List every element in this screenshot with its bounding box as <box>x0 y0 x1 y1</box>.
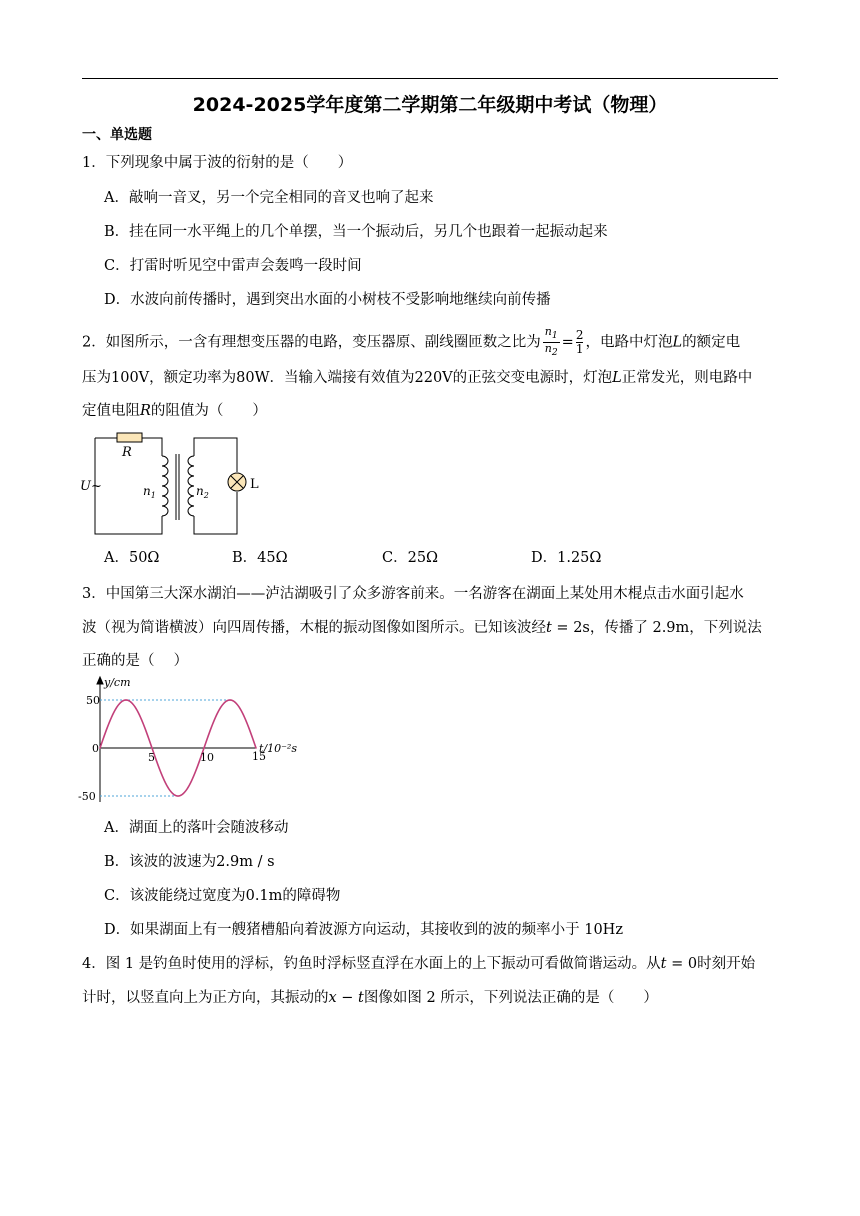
vibration-graph <box>78 674 298 806</box>
q3-line2-b: = 2s，传播了 2.9m，下列说法 <box>551 620 762 636</box>
q4-line1-a: 4．图 1 是钓鱼时使用的浮标，钓鱼时浮标竖直浮在水面上的上下振动可看做简谐运动。从 <box>82 956 661 972</box>
q3-stem-line1: 3．中国第三大深水湖泊——泸沽湖吸引了众多游客前来。一名游客在湖面上某处用木棍点击水面引起水 <box>82 586 744 602</box>
q1-stem: 1．下列现象中属于波的衍射的是（ ） <box>82 155 353 171</box>
data-point-6 <box>255 747 257 749</box>
frac-den: n <box>544 342 552 356</box>
data-point-4 <box>203 747 205 749</box>
q4-line2-a: 计时，以竖直向上为正方向，其振动的 <box>82 990 329 1006</box>
q2-stem-line2 <box>82 368 752 388</box>
transformer-circuit-figure <box>80 428 280 540</box>
q3-stem-line3: 正确的是（ ） <box>82 653 189 669</box>
data-point-0 <box>99 747 101 749</box>
secondary-coil <box>188 456 194 516</box>
x-axis-label: t/10⁻²s <box>259 742 297 755</box>
q3-option-a[interactable]: A．湖面上的落叶会随波移动 <box>104 820 289 836</box>
frac-num-sub: 1 <box>551 330 558 342</box>
var-t-q4: t <box>660 956 667 972</box>
q1-option-d[interactable]: D．水波向前传播时，遇到突出水面的小树枝不受影响地继续向前传播 <box>104 292 551 308</box>
q3-option-b[interactable]: B．该波的波速为2.9m / s <box>104 854 275 870</box>
q2-line2-end: 正常发光，则电路中 <box>621 370 753 386</box>
var-R: R <box>140 403 151 419</box>
q4-stem-line1 <box>82 954 755 974</box>
q3-option-c[interactable]: C．该波能绕过宽度为0.1m的障碍物 <box>104 888 341 904</box>
x-tick-label-15: 15 <box>252 750 266 763</box>
var-t: t <box>546 620 552 636</box>
q3-stem-line2 <box>82 618 762 638</box>
data-point-2 <box>151 747 153 749</box>
q3-line2-a: 波（视为简谐横波）向四周传播，木棍的振动图像如图所示。已知该波经 <box>82 620 546 636</box>
x-tick-label-5: 5 <box>148 751 155 764</box>
q1-option-a[interactable]: A．敲响一音叉，另一个完全相同的音叉也响了起来 <box>104 190 434 206</box>
q2-stem-c: 的额定电 <box>682 334 741 351</box>
frac-num: n <box>544 325 552 338</box>
ratio-value-fraction <box>576 329 584 356</box>
data-point-5 <box>229 699 231 701</box>
q1-option-b[interactable]: B．挂在同一水平绳上的几个单摆，当一个振动后，另几个也跟着一起振动起来 <box>104 224 608 240</box>
q2-stem-line1 <box>82 326 740 359</box>
y-axis-arrow <box>97 677 103 684</box>
q4-stem-line2 <box>82 988 658 1008</box>
section-heading: 一、单选题 <box>82 127 152 143</box>
q2-option-c[interactable]: C．25Ω <box>382 550 439 566</box>
top-rule <box>82 78 778 79</box>
frac-den-sub: 2 <box>551 347 558 359</box>
ratio-equals: = <box>561 334 574 351</box>
q4-line1-b: = 0时刻开始 <box>666 956 756 972</box>
y-tick-label-50: 50 <box>86 694 100 707</box>
data-point-3 <box>177 795 179 797</box>
y-axis-label: y/cm <box>104 676 131 689</box>
var-L: L <box>672 334 683 351</box>
fig-label-n1: $n_1$ <box>143 484 156 500</box>
var-x-t: x − t <box>328 990 364 1006</box>
q2-stem-a: 2．如图所示，一含有理想变压器的电路，变压器原、副线圈匝数之比为 <box>82 334 541 351</box>
q2-option-b[interactable]: B．45Ω <box>232 550 288 566</box>
x-tick-label-10: 10 <box>200 751 214 764</box>
ratio-den: 1 <box>575 342 584 357</box>
var-L-2: L <box>612 370 622 386</box>
q3-option-d[interactable]: D．如果湖面上有一艘猪槽船向着波源方向运动，其接收到的波的频率小于 10Hz <box>104 922 623 938</box>
q2-stem-b: ，电路中灯泡 <box>585 334 673 351</box>
fig-label-n2: $n_2$ <box>196 484 209 500</box>
q2-option-d[interactable]: D．1.25Ω <box>531 550 602 566</box>
turns-ratio-fraction <box>543 326 560 359</box>
y-tick-label-0: 0 <box>92 742 99 755</box>
q2-option-a[interactable]: A．50Ω <box>104 550 160 566</box>
data-point-1 <box>125 699 127 701</box>
q2-stem-line3 <box>82 401 267 421</box>
fig-label-U: U~ <box>80 479 102 494</box>
q4-line2-b: 图像如图 2 所示，下列说法正确的是（ ） <box>363 990 658 1006</box>
ratio-num: 2 <box>575 328 584 343</box>
fig-label-lamp: L <box>250 477 259 492</box>
q2-line3-b: 的阻值为（ ） <box>150 403 267 419</box>
q2-line3-a: 定值电阻 <box>82 403 140 419</box>
y-tick-label--50: -50 <box>78 790 96 803</box>
q2-line2-text: 压为100V，额定功率为80W．当输入端接有效值为220V的正弦交变电源时，灯泡 <box>82 370 613 386</box>
resistor-symbol <box>117 433 142 442</box>
primary-coil <box>162 456 168 516</box>
q1-option-c[interactable]: C．打雷时听见空中雷声会轰鸣一段时间 <box>104 258 362 274</box>
fig-label-R: R <box>122 445 132 460</box>
page-title: 2024-2025学年度第二学期第二年级期中考试（物理） <box>192 94 668 116</box>
